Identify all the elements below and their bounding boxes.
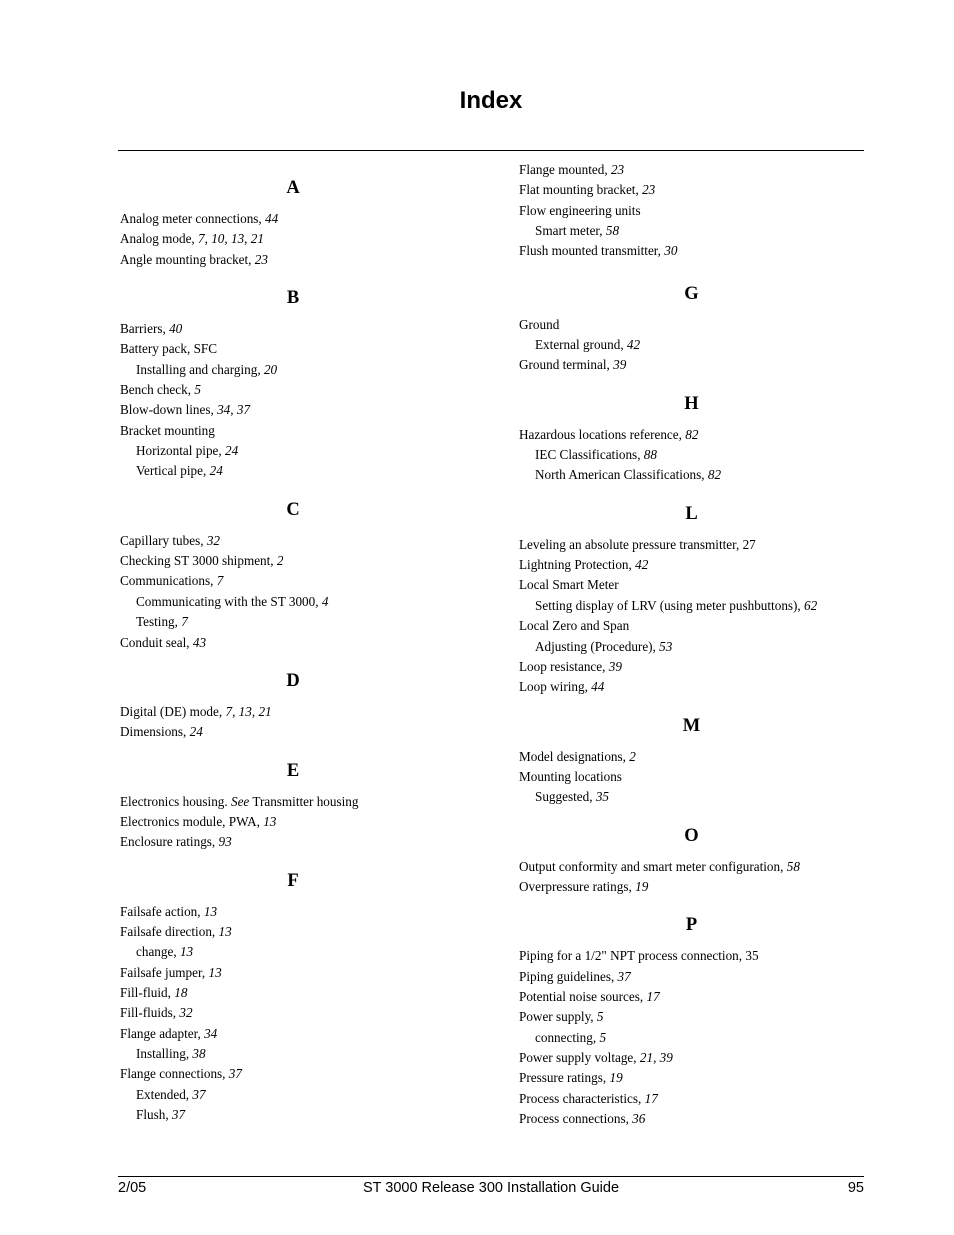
index-entry <box>120 902 466 922</box>
page-number: 44 <box>591 679 605 695</box>
entry-term: Testing, <box>136 614 182 630</box>
index-entry <box>519 987 864 1007</box>
page-number: 24 <box>209 463 223 479</box>
entry-term: Failsafe jumper, <box>120 964 209 980</box>
index-entry <box>519 1089 864 1109</box>
entry-term: Pressure ratings, <box>519 1070 610 1086</box>
page-number: 88 <box>643 447 657 463</box>
index-section <box>120 286 466 482</box>
index-entry <box>120 722 466 742</box>
page-number: 21 <box>258 703 272 719</box>
section-letter: L <box>685 503 698 524</box>
index-subentry <box>120 461 466 481</box>
entry-term: Adjusting (Procedure), <box>535 638 660 654</box>
index-entry <box>120 250 466 270</box>
page-number: 7 <box>181 614 188 630</box>
entry-term: Blow-down lines, <box>120 402 218 418</box>
page-number: 13 <box>218 923 232 939</box>
page-number: 7 <box>216 573 224 589</box>
index-section <box>120 669 466 743</box>
page-number: 35 <box>595 789 609 805</box>
index-entry: Power supply voltage, 21, 39 <box>519 1049 673 1065</box>
index-entry <box>519 767 864 787</box>
section-letter: C <box>286 499 300 520</box>
page-number: 13 <box>230 231 245 247</box>
section-letter: H <box>684 393 699 414</box>
footer-date: 2/05 <box>118 1180 147 1196</box>
index-entry <box>519 616 864 636</box>
index-subentry <box>519 465 864 485</box>
index-entry <box>519 315 864 335</box>
index-section <box>519 502 864 698</box>
entry-term: Communicating with the ST 3000, <box>136 593 322 609</box>
entry-term: Electronics module, PWA, <box>120 813 264 829</box>
page-number: 20 <box>263 361 278 377</box>
footer-doc-title: ST 3000 Release 300 Installation Guide <box>362 1180 620 1196</box>
index-section <box>120 176 466 270</box>
index-entry <box>519 657 864 677</box>
entry-term: Battery pack, SFC <box>120 341 218 357</box>
index-entry <box>120 1003 466 1023</box>
page-number: 2 <box>276 553 284 569</box>
page-number: 37 <box>171 1107 186 1122</box>
index-entry <box>519 677 864 697</box>
section-letter: B <box>286 288 300 309</box>
entry-term: Lightning Protection, <box>519 557 636 573</box>
index-entry <box>519 747 864 767</box>
index-entry <box>519 555 864 575</box>
page-number: 19 <box>635 878 649 894</box>
entry-term: Power supply, <box>519 1009 597 1025</box>
page-number: 58 <box>786 858 800 874</box>
entry-term: Potential noise sources, <box>519 988 647 1004</box>
page-number: 82 <box>685 426 699 442</box>
index-entry <box>120 983 466 1003</box>
section-letter: D <box>286 670 300 691</box>
entry-term: Flow engineering units <box>519 202 641 218</box>
index-entry <box>519 160 864 180</box>
index-entry <box>120 571 466 591</box>
entry-term: Piping for a 1/2" NPT process connection, 35 <box>519 948 759 964</box>
section-letter: A <box>286 178 300 198</box>
index-section <box>519 714 864 808</box>
page-number: 37 <box>228 1066 242 1082</box>
page-number: 42 <box>626 337 641 353</box>
page-number: 21 <box>639 1049 654 1065</box>
page-number: 13 <box>203 903 218 919</box>
entry-term: Process connections, <box>519 1111 633 1126</box>
index-section <box>120 759 466 853</box>
index-entry <box>120 1024 466 1044</box>
page-number: 32 <box>179 1005 193 1021</box>
entry-term: Extended, <box>136 1086 193 1102</box>
index-column-left <box>120 160 466 1125</box>
entry-term: North American Classifications, <box>535 467 708 483</box>
page-number: 24 <box>225 443 239 459</box>
index-subentry <box>519 787 864 807</box>
index-subentry <box>519 335 864 355</box>
page-number: 24 <box>189 724 203 740</box>
page-number: 21 <box>250 231 264 247</box>
index-section <box>519 913 864 1129</box>
page-number: 82 <box>707 467 722 483</box>
entry-term: Local Zero and Span <box>519 618 630 634</box>
index-entry <box>120 531 466 551</box>
index-entry <box>120 380 466 400</box>
page-number: 42 <box>635 557 649 573</box>
page-number: 37 <box>192 1086 206 1102</box>
page-title: Index <box>459 87 523 114</box>
section-letter: M <box>682 715 701 736</box>
entry-term: Overpressure ratings, <box>519 878 636 894</box>
entry-term: Conduit seal, <box>120 634 193 650</box>
entry-term: Smart meter, <box>535 223 606 239</box>
entry-term: Capillary tubes, <box>120 532 207 548</box>
index-entry <box>519 877 864 897</box>
index-subentry <box>120 1044 466 1064</box>
header-rule <box>118 150 864 151</box>
section-letter: P <box>685 915 698 936</box>
entry-term: Analog meter connections, <box>120 211 266 226</box>
index-subentry <box>120 360 466 380</box>
entry-term: Digital (DE) mode, <box>120 703 226 719</box>
index-entry <box>120 812 466 832</box>
entry-term: Communications, <box>120 573 217 589</box>
page-number: 7 <box>198 231 205 247</box>
index-subentry <box>120 612 466 632</box>
entry-term: Failsafe direction, <box>120 923 219 939</box>
entry-term: Power supply voltage, <box>519 1049 640 1065</box>
entry-term: Setting display of LRV (using meter pushbuttons), <box>535 597 805 613</box>
index-subentry <box>519 637 864 657</box>
entry-term: Flange mounted, <box>519 162 611 177</box>
entry-term: Piping guidelines, <box>519 968 618 984</box>
page-number: 39 <box>613 357 627 373</box>
entry-term: Analog mode, <box>120 231 199 247</box>
section-letter: E <box>286 760 300 781</box>
page-number: 32 <box>206 532 220 548</box>
index-entry <box>519 967 864 987</box>
index-entry <box>120 633 466 653</box>
entry-term: Flush mounted transmitter, <box>519 243 665 259</box>
entry-term: Bracket mounting <box>120 422 215 438</box>
index-entry <box>120 339 466 359</box>
entry-term: Flush, <box>136 1107 172 1122</box>
section-letter: G <box>684 283 699 304</box>
page-number: 36 <box>632 1111 646 1126</box>
page-number: 23 <box>642 182 656 198</box>
page-number: 4 <box>321 593 329 609</box>
section-letter: F <box>287 870 299 891</box>
page-number: 5 <box>596 1009 604 1025</box>
entry-term: Local Smart Meter <box>519 577 619 593</box>
page-number: 37 <box>236 402 251 418</box>
entry-term: Failsafe action, <box>120 903 204 919</box>
page-number: 93 <box>218 834 232 850</box>
footer-rule <box>118 1176 864 1177</box>
entry-term: Suggested, <box>535 789 596 805</box>
page-number: 34 <box>204 1025 218 1041</box>
page-number: 23 <box>610 162 625 177</box>
page-number: 30 <box>664 243 678 259</box>
page-number: 34 <box>217 402 231 418</box>
index-entry <box>120 421 466 441</box>
entry-term: Output conformity and smart meter configuration, <box>519 858 787 874</box>
index-column-right <box>519 160 864 1129</box>
page-number: 13 <box>263 813 277 829</box>
entry-term: Flat mounting bracket, <box>519 182 643 198</box>
index-entry <box>120 922 466 942</box>
entry-term: Angle mounting bracket, <box>120 251 255 267</box>
page-number: 17 <box>644 1090 658 1106</box>
index-subentry <box>519 1028 864 1048</box>
entry-term: IEC Classifications, <box>535 447 644 463</box>
page-number: 23 <box>254 251 268 267</box>
page-number: 19 <box>609 1070 623 1086</box>
page-number: 62 <box>804 597 818 613</box>
page-number: 44 <box>265 211 279 226</box>
page-number: 18 <box>174 984 188 1000</box>
index-entry <box>120 319 466 339</box>
index-subentry <box>120 1105 466 1125</box>
index-section <box>519 824 864 898</box>
see-target: Transmitter housing <box>249 793 359 809</box>
page-number: 13 <box>208 964 222 980</box>
page-number: 2 <box>629 748 636 764</box>
index-entry <box>120 792 466 812</box>
entry-term: Mounting locations <box>519 768 622 784</box>
entry-term: Enclosure ratings, <box>120 834 219 850</box>
entry-term: Fill-fluid, <box>120 984 175 1000</box>
entry-term: External ground, <box>535 337 627 353</box>
entry-term: Barriers, <box>120 321 170 337</box>
page-number: 13 <box>179 944 194 960</box>
page-number: 58 <box>605 223 620 239</box>
entry-term: Loop wiring, <box>519 679 592 695</box>
entry-term: Leveling an absolute pressure transmitter, 27 <box>519 536 756 552</box>
index-subentry <box>519 445 864 465</box>
index-entry <box>519 425 864 445</box>
index-entry: Digital (DE) mode, 7, 13, 21 <box>120 703 272 719</box>
entry-term: Dimensions, <box>120 724 190 740</box>
index-entry: Analog mode, 7, 10, 13, 21 <box>120 231 264 247</box>
index-subentry <box>519 221 864 241</box>
index-entry <box>519 575 864 595</box>
page-number: 5 <box>194 382 201 398</box>
index-entry <box>519 1007 864 1027</box>
entry-term: Horizontal pipe, <box>136 443 225 459</box>
index-subentry <box>120 592 466 612</box>
page-number: 40 <box>169 321 183 337</box>
index-entry <box>519 201 864 221</box>
page-number: 5 <box>599 1029 607 1045</box>
entry-term: Ground <box>519 316 560 332</box>
index-entry <box>519 1068 864 1088</box>
entry-term: Flange adapter, <box>120 1025 205 1041</box>
page-number: 10 <box>211 231 225 247</box>
index-subentry <box>120 1085 466 1105</box>
index-section <box>120 869 466 1126</box>
entry-term: Flange connections, <box>120 1066 229 1082</box>
index-entry <box>120 832 466 852</box>
page-number: 39 <box>608 658 622 674</box>
index-entry <box>519 535 864 555</box>
entry-term: Fill-fluids, <box>120 1005 180 1021</box>
page-number: 7 <box>225 703 233 719</box>
index-entry <box>519 857 864 877</box>
index-section <box>519 392 864 486</box>
page-number: 13 <box>238 703 252 719</box>
page-number: 37 <box>617 968 631 984</box>
index-section <box>120 498 466 653</box>
entry-term: Model designations, <box>519 748 630 764</box>
index-entry <box>519 1109 864 1129</box>
page-number: 43 <box>192 634 207 650</box>
index-entry: Blow-down lines, 34, 37 <box>120 402 251 418</box>
entry-term: Hazardous locations reference, <box>519 426 686 442</box>
index-entry <box>519 180 864 200</box>
index-subentry <box>120 441 466 461</box>
page-number: 38 <box>192 1045 206 1061</box>
section-letter: O <box>684 825 699 846</box>
page-number: 39 <box>659 1049 673 1065</box>
entry-term: Installing and charging, <box>136 361 264 377</box>
page-number: 17 <box>646 988 660 1004</box>
entry-term: Bench check, <box>120 382 195 398</box>
index-subentry <box>519 596 864 616</box>
index-entry <box>120 209 466 229</box>
entry-term: Installing, <box>136 1045 193 1061</box>
index-entry <box>519 241 864 261</box>
entry-term: Electronics housing. <box>120 793 231 809</box>
index-entry <box>120 963 466 983</box>
entry-term: Process characteristics, <box>519 1090 645 1106</box>
entry-term: Vertical pipe, <box>136 463 210 479</box>
index-subentry <box>120 942 466 962</box>
see-reference: See <box>230 793 250 809</box>
index-section <box>519 282 864 376</box>
index-entry <box>120 551 466 571</box>
footer-page-number: 95 <box>847 1180 864 1196</box>
entry-term: Checking ST 3000 shipment, <box>120 553 277 569</box>
index-entry <box>120 1064 466 1084</box>
entry-term: change, <box>136 944 180 960</box>
entry-term: Loop resistance, <box>519 658 609 674</box>
entry-term: Ground terminal, <box>519 357 614 373</box>
entry-term: connecting, <box>535 1029 600 1045</box>
index-entry <box>519 946 864 966</box>
index-entry <box>519 355 864 375</box>
page-number: 53 <box>659 638 673 654</box>
